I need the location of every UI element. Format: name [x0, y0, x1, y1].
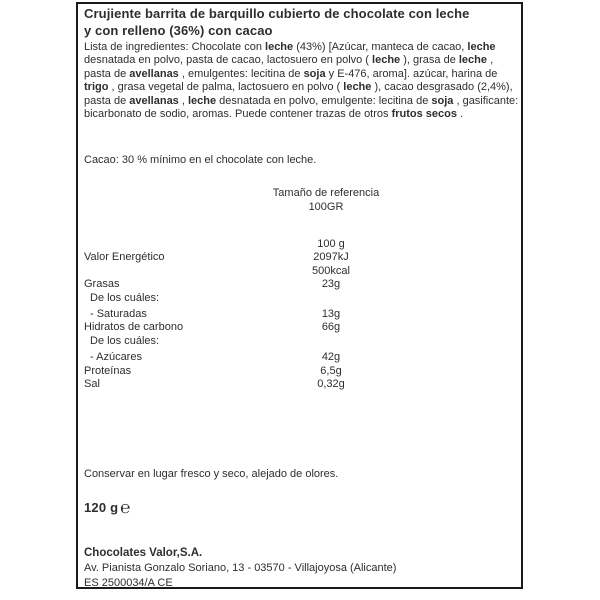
manufacturer-info [84, 546, 396, 591]
nutrition-table [84, 238, 515, 391]
nutrition-row-value: 66g [321, 321, 341, 334]
nutrition-row-value: 13g [321, 307, 341, 320]
nutrition-row-label: - Saturadas [90, 307, 147, 320]
manufacturer-name: Chocolates Valor,S.A. [84, 547, 203, 559]
product-title-line2: y con relleno (36%) con cacao [84, 22, 273, 38]
reference-size-value: 100GR [308, 200, 344, 213]
reference-size-block [226, 187, 426, 214]
ingredients-text: Lista de ingredientes: Chocolate con leche (43%) [Azúcar, manteca de cacao, leche desnatada en polvo, pasta de cacao, lactosuero en polvo ( leche ), grasa de leche , pasta de avellanas , emulgentes: lecitina de soja y E-476, aroma]. azúcar, harina de trigo , grasa vegetal de palma, lactosuero en polvo ( leche ), cacao desgrasado (2,4%), pasta de avellanas , leche desnatada en polvo, emulgente: lecitina de soja , gasificante: bicarbonato de sodio, aromas. Puede contener trazas de otros frutos secos . [84, 41, 519, 121]
nutrition-rows [84, 251, 515, 391]
reference-size-title: Tamaño de referencia [272, 187, 380, 199]
nutrition-row-label: De los cuáles: [90, 291, 160, 304]
nutrition-header-row [84, 238, 515, 251]
nutrition-row-label: Valor Energético [84, 251, 165, 264]
nutrition-row-label: De los cuáles: [90, 334, 160, 347]
nutrition-row [84, 321, 515, 334]
storage-note: Conservar en lugar fresco y seco, alejado de olores. [84, 468, 339, 480]
nutrition-row-value: 2097kJ [313, 251, 349, 264]
nutrition-row-label: Grasas [84, 278, 120, 291]
nutrition-row-value: 23g [321, 278, 341, 291]
manufacturer-registry: ES 2500034/A CE [84, 577, 173, 589]
net-weight-value: 120 g [84, 500, 119, 515]
nutrition-row-value: 42g [321, 351, 341, 364]
nutrition-row [84, 308, 515, 321]
nutrition-row-label: Proteínas [84, 364, 132, 377]
nutrition-row [84, 378, 515, 391]
nutrition-row [84, 351, 515, 364]
nutrition-row-value: 6,5g [320, 364, 342, 377]
nutrition-row [84, 278, 515, 291]
label-border-box [76, 2, 523, 589]
nutrition-row-value: 0,32g [317, 377, 345, 390]
nutrition-column-header: 100 g [317, 238, 345, 250]
nutrition-row [84, 265, 515, 278]
manufacturer-address: Av. Pianista Gonzalo Soriano, 13 - 03570 - Villajoyosa (Alicante) [84, 562, 397, 574]
nutrition-row [84, 335, 515, 348]
nutrition-row-label: - Azúcares [90, 351, 142, 364]
nutrition-row [84, 251, 515, 264]
product-title [84, 6, 521, 39]
nutrition-row [84, 292, 515, 305]
cacao-note: Cacao: 30 % mínimo en el chocolate con leche. [84, 154, 317, 166]
nutrition-row-label: Sal [84, 377, 100, 390]
nutrition-row-value: 500kcal [312, 264, 350, 277]
net-weight [84, 498, 131, 518]
estimated-sign: ℮ [120, 498, 131, 517]
nutrition-row-label: Hidratos de carbono [84, 321, 184, 334]
product-title-line1: Crujiente barrita de barquillo cubierto de chocolate con leche [84, 6, 470, 21]
nutrition-row [84, 365, 515, 378]
